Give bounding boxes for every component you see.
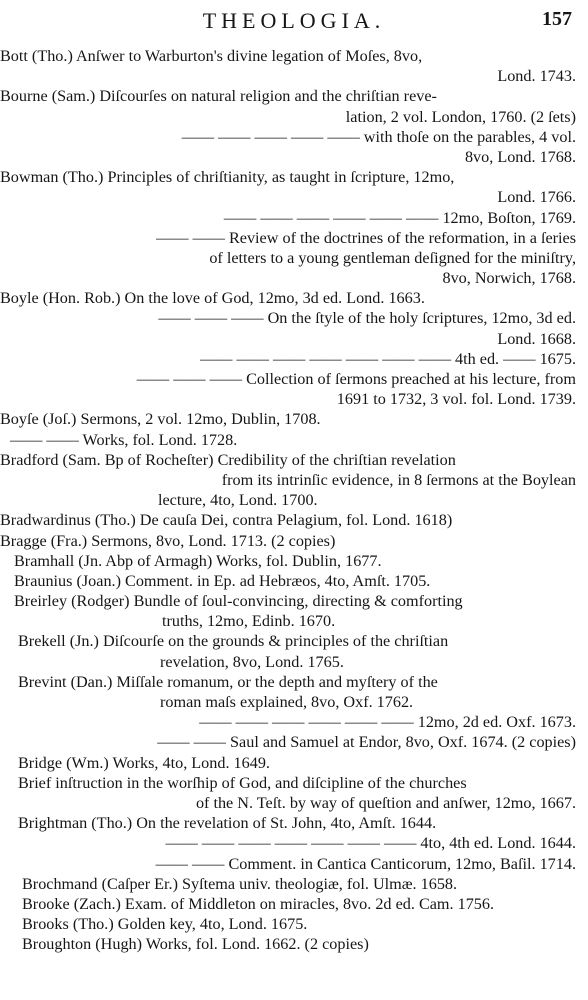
entry-line: —— —— —— On the ſtyle of the holy ſcriptures, 12mo, 3d ed. bbox=[158, 309, 576, 328]
entry-line: Lond. 1668. bbox=[497, 329, 576, 348]
entry-line: Braunius (Joan.) Comment. in Ep. ad Hebræos, 4to, Amſt. 1705. bbox=[14, 571, 431, 590]
entry-line: Broughton (Hugh) Works, fol. Lond. 1662. (2 copies) bbox=[22, 935, 369, 954]
entry-line: Brochmand (Caſper Er.) Syſtema univ. theologiæ, fol. Ulmæ. 1658. bbox=[22, 874, 458, 893]
entry-line: revelation, 8vo, Lond. 1765. bbox=[160, 652, 344, 671]
entry-line: Brightman (Tho.) On the revelation of St. John, 4to, Amſt. 1644. bbox=[18, 814, 437, 833]
entry-line: Bradwardinus (Tho.) De cauſa Dei, contra Pelagium, fol. Lond. 1618) bbox=[0, 511, 453, 530]
entry-line: —— —— Works, fol. Lond. 1728. bbox=[10, 430, 238, 449]
entry-line: 1691 to 1732, 3 vol. fol. Lond. 1739. bbox=[336, 390, 576, 409]
page-header bbox=[0, 6, 588, 36]
entry-line: Brekell (Jn.) Diſcourſe on the grounds & principles of the chriſtian bbox=[18, 632, 449, 651]
entry-line: Bragge (Fra.) Sermons, 8vo, Lond. 1713. (2 copies) bbox=[0, 531, 336, 550]
page-number: 157 bbox=[542, 8, 572, 30]
entry-line: of letters to a young gentleman deſigned for the miniſtry, bbox=[209, 248, 576, 267]
entry-line: —— —— Comment. in Cantica Canticorum, 12mo, Baſil. 1714. bbox=[155, 854, 576, 873]
entry-line: Bradford (Sam. Bp of Rocheſter) Credibility of the chriſtian revelation bbox=[0, 450, 456, 469]
entry-line: Brevint (Dan.) Miſſale romanum, or the depth and myſtery of the bbox=[18, 672, 438, 691]
entry-line: Lond. 1766. bbox=[497, 188, 576, 207]
entry-line: Brief inſtruction in the worſhip of God, and diſcipline of the churches bbox=[18, 773, 467, 792]
entry-line: Bourne (Sam.) Diſcourſes on natural religion and the chriſtian reve- bbox=[0, 87, 437, 106]
running-title: THEOLOGIA. bbox=[202, 8, 386, 33]
entry-line: from its intrinſic evidence, in 8 ſermons at the Boylean bbox=[221, 470, 576, 489]
entry-line: Breirley (Rodger) Bundle of ſoul-convincing, directing & comforting bbox=[14, 592, 463, 611]
entry-line: Bott (Tho.) Anſwer to Warburton's divine legation of Moſes, 8vo, bbox=[0, 47, 423, 65]
entry-line: Bridge (Wm.) Works, 4to, Lond. 1649. bbox=[18, 753, 270, 772]
entry-line: —— —— Review of the doctrines of the reformation, in a ſeries bbox=[156, 228, 576, 247]
entry-line: roman maſs explained, 8vo, Oxf. 1762. bbox=[160, 693, 414, 711]
entry-line: Bramhall (Jn. Abp of Armagh) Works, fol. Dublin, 1677. bbox=[14, 551, 382, 570]
entry-line: lecture, 4to, Lond. 1700. bbox=[158, 491, 318, 510]
entry-line: Brooks (Tho.) Golden key, 4to, Lond. 1675. bbox=[22, 915, 308, 934]
entry-line: of the N. Teſt. by way of queſtion and anſwer, 12mo, 1667. bbox=[195, 793, 576, 812]
entry-line: Boyſe (Joſ.) Sermons, 2 vol. 12mo, Dublin, 1708. bbox=[0, 410, 321, 429]
entry-line: —— —— —— —— —— —— 12mo, Boſton, 1769. bbox=[223, 208, 576, 227]
entry-line: 8vo, Lond. 1768. bbox=[464, 147, 576, 166]
entry-line: —— —— —— —— —— —— —— 4to, 4th ed. Lond. 1644. bbox=[165, 834, 576, 853]
entry-line: —— —— —— —— —— with thoſe on the parables, 4 vol. bbox=[181, 127, 576, 146]
entry-line: Bowman (Tho.) Principles of chriſtianity, as taught in ſcripture, 12mo, bbox=[0, 168, 455, 187]
entry-line: 8vo, Norwich, 1768. bbox=[442, 269, 576, 288]
entry-line: Lond. 1743. bbox=[497, 67, 576, 86]
catalogue-entries bbox=[0, 46, 588, 954]
entry-line: —— —— —— —— —— —— 12mo, 2d ed. Oxf. 1673. bbox=[199, 713, 576, 732]
entry-line: —— —— —— —— —— —— —— 4th ed. —— 1675. bbox=[200, 349, 576, 368]
entry-line: Brooke (Zach.) Exam. of Middleton on miracles, 8vo. 2d ed. Cam. 1756. bbox=[22, 894, 495, 913]
entry-line: —— —— Saul and Samuel at Endor, 8vo, Oxf. 1674. (2 copies) bbox=[157, 733, 576, 752]
entry-line: truths, 12mo, Edinb. 1670. bbox=[162, 612, 336, 631]
entry-line: lation, 2 vol. London, 1760. (2 ſets) bbox=[345, 107, 576, 126]
entry-line: Boyle (Hon. Rob.) On the love of God, 12mo, 3d ed. Lond. 1663. bbox=[0, 289, 425, 308]
entry-line: —— —— —— Collection of ſermons preached at his lecture, from bbox=[136, 370, 576, 388]
